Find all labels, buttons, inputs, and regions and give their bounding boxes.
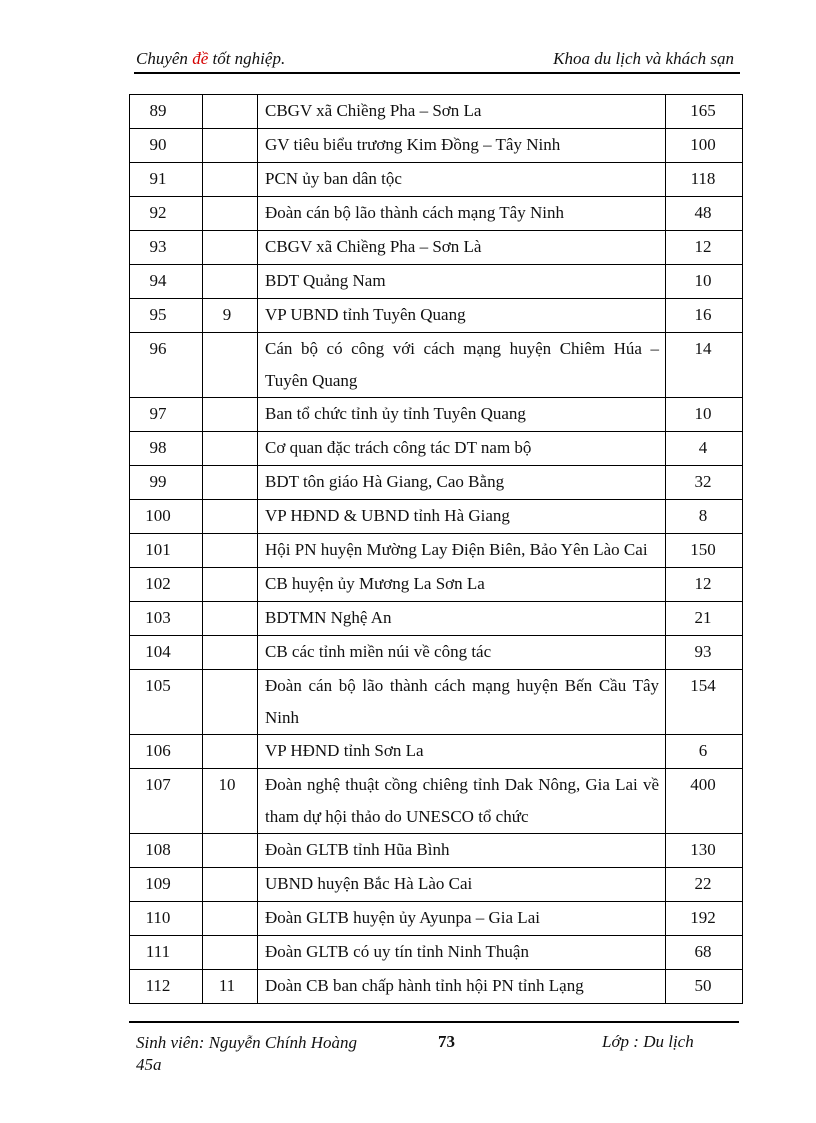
row-group — [203, 432, 258, 466]
row-number: 111 — [130, 936, 203, 970]
row-count: 14 — [666, 333, 743, 398]
footer-student-class: 45a — [136, 1055, 162, 1074]
table-row — [130, 534, 743, 568]
row-group — [203, 568, 258, 602]
table-row — [130, 265, 743, 299]
page-header — [134, 48, 740, 74]
row-name: VP HĐND & UBND tỉnh Hà Giang — [258, 500, 666, 534]
row-name: CBGV xã Chiềng Pha – Sơn Là — [258, 231, 666, 265]
row-name: CBGV xã Chiềng Pha – Sơn La — [258, 95, 666, 129]
row-group: 9 — [203, 299, 258, 333]
row-name: CB huyện ủy Mương La Sơn La — [258, 568, 666, 602]
header-title-accent: đề — [192, 49, 209, 68]
row-group — [203, 466, 258, 500]
page-number: 73 — [438, 1032, 455, 1051]
row-group — [203, 129, 258, 163]
table-row — [130, 432, 743, 466]
delegation-table — [129, 94, 743, 1004]
header-title — [136, 49, 285, 69]
row-number: 108 — [130, 834, 203, 868]
row-number: 98 — [130, 432, 203, 466]
row-name: BDT tôn giáo Hà Giang, Cao Bằng — [258, 466, 666, 500]
footer-student — [136, 1032, 436, 1076]
table-row — [130, 970, 743, 1004]
row-count: 100 — [666, 129, 743, 163]
row-group — [203, 735, 258, 769]
row-number: 106 — [130, 735, 203, 769]
table-row — [130, 602, 743, 636]
table-row — [130, 735, 743, 769]
row-number: 92 — [130, 197, 203, 231]
row-name: UBND huyện Bắc Hà Lào Cai — [258, 868, 666, 902]
row-count: 10 — [666, 265, 743, 299]
row-name: PCN ủy ban dân tộc — [258, 163, 666, 197]
row-name: Đoàn nghệ thuật cồng chiêng tỉnh Dak Nông, Gia Lai về tham dự hội thảo do UNESCO tổ chức — [258, 769, 666, 834]
row-number: 112 — [130, 970, 203, 1004]
row-name: VP UBND tỉnh Tuyên Quang — [258, 299, 666, 333]
row-name: Đoàn GLTB có uy tín tỉnh Ninh Thuận — [258, 936, 666, 970]
row-count: 93 — [666, 636, 743, 670]
table-row — [130, 163, 743, 197]
row-name: BDT Quảng Nam — [258, 265, 666, 299]
table-row — [130, 834, 743, 868]
row-group: 11 — [203, 970, 258, 1004]
table-row — [130, 197, 743, 231]
row-group — [203, 936, 258, 970]
row-count: 10 — [666, 398, 743, 432]
table-row — [130, 568, 743, 602]
row-number: 107 — [130, 769, 203, 834]
row-number: 101 — [130, 534, 203, 568]
row-name: BDTMN Nghệ An — [258, 602, 666, 636]
row-group — [203, 500, 258, 534]
table-row — [130, 902, 743, 936]
row-group — [203, 398, 258, 432]
row-number: 93 — [130, 231, 203, 265]
table-row — [130, 333, 743, 398]
row-count: 16 — [666, 299, 743, 333]
row-count: 32 — [666, 466, 743, 500]
table-row — [130, 129, 743, 163]
row-group — [203, 670, 258, 735]
row-group — [203, 197, 258, 231]
row-number: 90 — [130, 129, 203, 163]
row-number: 95 — [130, 299, 203, 333]
row-number: 109 — [130, 868, 203, 902]
table-row — [130, 466, 743, 500]
footer-divider — [129, 1021, 739, 1023]
row-group — [203, 602, 258, 636]
row-count: 154 — [666, 670, 743, 735]
row-count: 400 — [666, 769, 743, 834]
row-group — [203, 902, 258, 936]
row-group — [203, 333, 258, 398]
row-name: Cán bộ có công với cách mạng huyện Chiêm Húa – Tuyên Quang — [258, 333, 666, 398]
row-number: 104 — [130, 636, 203, 670]
row-name: Ban tổ chức tỉnh ủy tỉnh Tuyên Quang — [258, 398, 666, 432]
row-name: Doàn CB ban chấp hành tỉnh hội PN tỉnh Lạng — [258, 970, 666, 1004]
table-row — [130, 670, 743, 735]
row-number: 99 — [130, 466, 203, 500]
row-count: 48 — [666, 197, 743, 231]
row-name: Đoàn GLTB huyện ủy Ayunpa – Gia Lai — [258, 902, 666, 936]
header-title-pre: Chuyên — [136, 49, 193, 68]
row-name: Hội PN huyện Mường Lay Điện Biên, Bảo Yên Lào Cai — [258, 534, 666, 568]
row-count: 22 — [666, 868, 743, 902]
row-number: 94 — [130, 265, 203, 299]
row-name: VP HĐND tỉnh Sơn La — [258, 735, 666, 769]
row-number: 89 — [130, 95, 203, 129]
table-body — [130, 95, 743, 1004]
table-row — [130, 95, 743, 129]
header-title-post: tốt nghiệp. — [208, 49, 286, 68]
row-name: Đoàn cán bộ lão thành cách mạng huyện Bến Cầu Tây Ninh — [258, 670, 666, 735]
row-number: 100 — [130, 500, 203, 534]
row-number: 102 — [130, 568, 203, 602]
header-department: Khoa du lịch và khách sạn — [553, 49, 734, 68]
row-count: 192 — [666, 902, 743, 936]
table-row — [130, 231, 743, 265]
table-row — [130, 636, 743, 670]
row-count: 4 — [666, 432, 743, 466]
row-count: 165 — [666, 95, 743, 129]
row-count: 118 — [666, 163, 743, 197]
row-number: 103 — [130, 602, 203, 636]
row-count: 21 — [666, 602, 743, 636]
row-name: GV tiêu biểu trương Kim Đồng – Tây Ninh — [258, 129, 666, 163]
row-number: 97 — [130, 398, 203, 432]
table-row — [130, 936, 743, 970]
row-count: 12 — [666, 568, 743, 602]
footer-student-name: Sinh viên: Nguyễn Chính Hoàng — [136, 1033, 357, 1052]
row-group — [203, 534, 258, 568]
table-row — [130, 769, 743, 834]
row-name: Đoàn cán bộ lão thành cách mạng Tây Ninh — [258, 197, 666, 231]
row-group — [203, 95, 258, 129]
row-group — [203, 231, 258, 265]
footer-class: Lớp : Du lịch — [602, 1032, 694, 1051]
table-row — [130, 868, 743, 902]
row-number: 110 — [130, 902, 203, 936]
row-group — [203, 163, 258, 197]
row-number: 96 — [130, 333, 203, 398]
row-name: Đoàn GLTB tỉnh Hũa Bình — [258, 834, 666, 868]
row-count: 8 — [666, 500, 743, 534]
row-name: Cơ quan đặc trách công tác DT nam bộ — [258, 432, 666, 466]
row-count: 50 — [666, 970, 743, 1004]
row-number: 91 — [130, 163, 203, 197]
row-count: 68 — [666, 936, 743, 970]
row-count: 130 — [666, 834, 743, 868]
row-group — [203, 265, 258, 299]
row-group — [203, 868, 258, 902]
row-number: 105 — [130, 670, 203, 735]
row-count: 150 — [666, 534, 743, 568]
table-row — [130, 500, 743, 534]
row-group — [203, 834, 258, 868]
table-row — [130, 299, 743, 333]
row-group: 10 — [203, 769, 258, 834]
row-count: 12 — [666, 231, 743, 265]
row-name: CB các tỉnh miền núi về công tác — [258, 636, 666, 670]
row-group — [203, 636, 258, 670]
table-row — [130, 398, 743, 432]
row-count: 6 — [666, 735, 743, 769]
